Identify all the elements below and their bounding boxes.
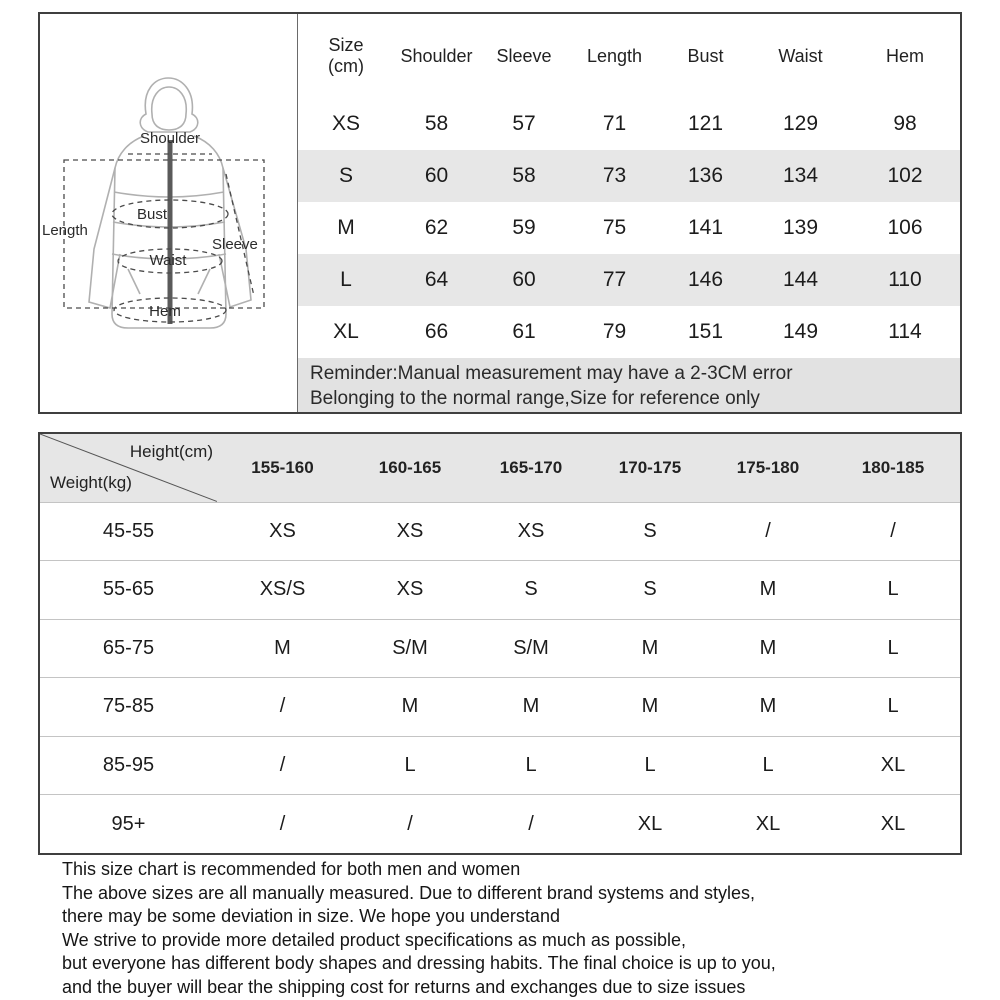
height-col-header: 170-175	[618, 457, 682, 477]
fit-cell: M	[590, 678, 710, 737]
col-header-size-line2: (cm)	[328, 56, 364, 76]
size-cell: 73	[602, 164, 627, 187]
size-cell: 106	[887, 216, 923, 239]
size-cell: 110	[888, 268, 922, 291]
sleeve-measure-label: Sleeve	[212, 236, 258, 253]
weight-range-label: 55-65	[40, 561, 217, 620]
col-header-bust: Bust	[687, 45, 724, 66]
size-cell: 114	[888, 320, 922, 343]
fit-cell: M	[710, 678, 826, 737]
fit-row	[40, 736, 960, 795]
size-chart-panel	[38, 12, 962, 414]
weight-range-label: 85-95	[40, 736, 217, 795]
size-row-s	[298, 150, 960, 202]
fit-cell: /	[348, 795, 472, 854]
size-cell: 98	[893, 112, 917, 135]
size-cell: 59	[512, 216, 536, 239]
size-cell: 60	[512, 268, 536, 291]
size-cell: 134	[782, 164, 819, 187]
fit-row	[40, 795, 960, 854]
fit-row	[40, 502, 960, 561]
col-header-size-line1: Size	[328, 35, 364, 55]
bust-measure-label: Bust	[136, 206, 167, 223]
fit-cell: XS	[472, 502, 590, 561]
height-col-header: 165-170	[499, 457, 563, 477]
reminder-line-1: Reminder:Manual measurement may have a 2-3CM error	[310, 363, 793, 384]
jacket-measurement-diagram	[40, 14, 298, 412]
fit-cell: /	[217, 736, 348, 795]
size-table	[298, 14, 960, 358]
size-cell: 146	[687, 268, 724, 291]
col-header-sleeve: Sleeve	[496, 45, 552, 66]
fit-cell: M	[472, 678, 590, 737]
fit-cell: XS/S	[217, 561, 348, 620]
fit-cell: L	[590, 736, 710, 795]
fit-cell: XS	[348, 561, 472, 620]
fit-cell: L	[826, 561, 960, 620]
fit-cell: M	[590, 619, 710, 678]
fit-row	[40, 561, 960, 620]
size-row-m	[298, 202, 960, 254]
size-cell: 75	[602, 216, 627, 239]
size-cell: 64	[424, 268, 449, 291]
fit-cell: M	[710, 561, 826, 620]
waist-measure-label: Waist	[149, 252, 187, 269]
size-label: S	[338, 164, 353, 187]
size-cell: 144	[782, 268, 819, 291]
footer-note-line: but everyone has different body shapes and dressing habits. The final choice is up to you,	[62, 953, 776, 973]
hem-measure-label: Hem	[149, 303, 181, 320]
reminder-line-2: Belonging to the normal range,Size for reference only	[310, 388, 760, 409]
fit-cell: M	[710, 619, 826, 678]
fit-cell: XL	[826, 736, 960, 795]
fit-cell: L	[348, 736, 472, 795]
size-label: XL	[333, 320, 359, 343]
col-header-shoulder: Shoulder	[400, 45, 473, 66]
footer-note-line: there may be some deviation in size. We hope you understand	[62, 906, 560, 926]
size-cell: 141	[687, 216, 724, 239]
fit-cell: XL	[590, 795, 710, 854]
size-cell: 151	[687, 320, 724, 343]
size-cell: 77	[602, 268, 627, 291]
fit-cell: L	[710, 736, 826, 795]
col-header-length: Length	[586, 45, 643, 66]
col-header-hem: Hem	[885, 45, 924, 66]
height-col-header: 175-180	[736, 457, 800, 477]
fit-row	[40, 619, 960, 678]
fit-cell: L	[826, 619, 960, 678]
fit-cell: S/M	[348, 619, 472, 678]
fit-cell: /	[710, 502, 826, 561]
length-measure-label: Length	[42, 222, 88, 239]
size-cell: 58	[512, 164, 536, 187]
size-label: L	[340, 268, 352, 291]
footer-notes	[62, 858, 972, 999]
fit-cell: M	[217, 619, 348, 678]
size-cell: 60	[424, 164, 449, 187]
size-cell: 129	[782, 112, 819, 135]
height-axis-label: Height(cm)	[129, 442, 213, 461]
size-row-xl	[298, 306, 960, 358]
size-label: XS	[331, 112, 360, 135]
size-row-xs	[298, 98, 960, 150]
fit-cell: XS	[348, 502, 472, 561]
fit-cell: S/M	[472, 619, 590, 678]
size-cell: 57	[512, 112, 536, 135]
size-cell: 66	[424, 320, 449, 343]
height-col-header: 180-185	[861, 457, 925, 477]
size-row-l	[298, 254, 960, 306]
size-table-header-row	[298, 14, 960, 98]
footer-note-line: This size chart is recommended for both men and women	[62, 859, 521, 879]
fit-cell: M	[348, 678, 472, 737]
weight-range-label: 95+	[40, 795, 217, 854]
fit-cell: /	[826, 502, 960, 561]
size-cell: 58	[424, 112, 449, 135]
size-cell: 136	[687, 164, 724, 187]
height-col-header: 155-160	[251, 457, 314, 477]
size-cell: 102	[887, 164, 923, 187]
fit-cell: XL	[710, 795, 826, 854]
corner-cell	[40, 434, 217, 502]
size-table-area	[298, 14, 960, 412]
shoulder-measure-label: Shoulder	[139, 130, 201, 147]
size-cell: 139	[782, 216, 819, 239]
fit-cell: S	[590, 502, 710, 561]
fit-cell: /	[217, 795, 348, 854]
size-label: M	[337, 216, 355, 239]
fit-cell: XS	[217, 502, 348, 561]
fit-cell: L	[472, 736, 590, 795]
fit-cell: XL	[826, 795, 960, 854]
size-cell: 61	[512, 320, 536, 343]
fit-cell: S	[472, 561, 590, 620]
fit-cell: L	[826, 678, 960, 737]
reminder-note	[298, 358, 960, 412]
size-cell: 62	[424, 216, 449, 239]
footer-note-line: and the buyer will bear the shipping cost for returns and exchanges due to size issues	[62, 976, 746, 997]
fit-recommendation-panel	[38, 432, 962, 855]
size-cell: 121	[687, 112, 724, 135]
size-cell: 149	[782, 320, 819, 343]
height-weight-table	[40, 434, 960, 853]
fit-table-header-row	[40, 434, 960, 502]
weight-range-label: 65-75	[40, 619, 217, 678]
fit-row	[40, 678, 960, 737]
fit-cell: S	[590, 561, 710, 620]
size-cell: 71	[602, 112, 627, 135]
fit-cell: /	[472, 795, 590, 854]
weight-range-label: 75-85	[40, 678, 217, 737]
footer-note-line: The above sizes are all manually measured. Due to different brand systems and styles,	[62, 882, 756, 903]
weight-axis-label: Weight(kg)	[50, 472, 132, 492]
col-header-waist: Waist	[778, 45, 823, 66]
weight-range-label: 45-55	[40, 502, 217, 561]
size-cell: 79	[602, 320, 627, 343]
fit-cell: /	[217, 678, 348, 737]
footer-note-line: We strive to provide more detailed product specifications as much as possible,	[62, 929, 686, 950]
height-col-header: 160-165	[378, 457, 442, 477]
col-header-size	[298, 14, 394, 98]
